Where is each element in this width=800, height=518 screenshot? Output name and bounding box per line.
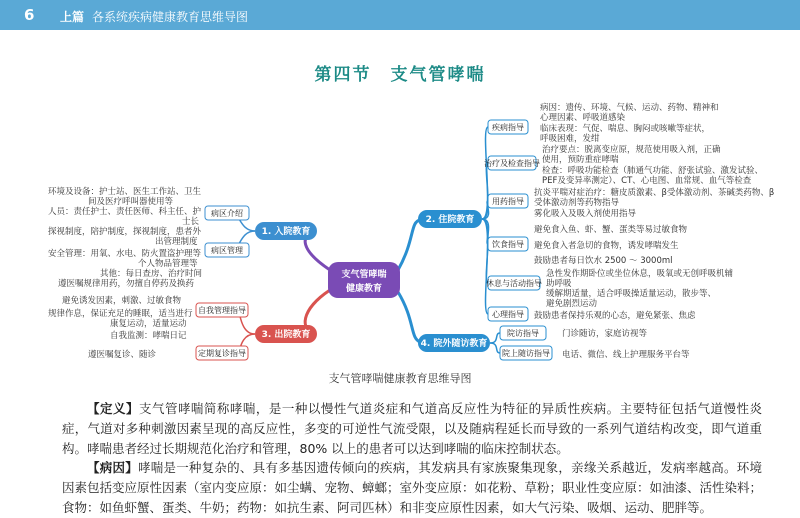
definition-paragraph — [62, 399, 762, 459]
center-line-1: 支气管哮喘 — [341, 270, 387, 280]
svg-text:急性发作期卧位或坐位休息，吸氧或无创呼吸机辅: 急性发作期卧位或坐位休息，吸氧或无创呼吸机辅 — [546, 269, 734, 279]
svg-text:病因：遗传、环境、气候、运动、药物、精神和: 病因：遗传、环境、气候、运动、药物、精神和 — [540, 103, 719, 113]
svg-text:抗炎平喘对症治疗：糖皮质激素、β受体激动剂、茶碱类药物、β: 抗炎平喘对症治疗：糖皮质激素、β受体激动剂、茶碱类药物、β — [534, 188, 775, 198]
svg-text:使用，预防重症哮喘: 使用，预防重症哮喘 — [542, 155, 619, 165]
svg-text:规律作息，保证充足的睡眠，适当进行: 规律作息，保证充足的睡眠，适当进行 — [48, 309, 193, 319]
svg-text:心理因素、呼吸道感染: 心理因素、呼吸道感染 — [540, 113, 626, 123]
b3-box-2-label: 定期复诊指导 — [198, 349, 246, 358]
b4-box-1-detail: 门诊随访，家庭访视等 — [562, 329, 648, 339]
figure-caption: 支气管哮喘健康教育思维导图 — [328, 372, 472, 385]
svg-text:探视制度，陪护制度，探视制度，患者外: 探视制度，陪护制度，探视制度，患者外 — [48, 227, 202, 237]
b2-box-3-label: 用药指导 — [492, 197, 524, 206]
svg-text:避免食入者急切的食物，诱发哮喘发生: 避免食入者急切的食物，诱发哮喘发生 — [534, 241, 679, 251]
svg-text:避免食入鱼、虾、蟹、蛋类等易过敏食物: 避免食入鱼、虾、蟹、蛋类等易过敏食物 — [534, 225, 688, 235]
b2-box-3-details — [534, 187, 774, 219]
b4-box-1-label: 院访指导 — [507, 329, 539, 338]
etiology-tag: 【病因】 — [87, 460, 138, 475]
definition-tag: 【定义】 — [87, 401, 139, 416]
svg-text:遵医嘱复诊、随诊: 遵医嘱复诊、随诊 — [88, 350, 157, 360]
b1-box-1-label: 病区介绍 — [211, 209, 243, 218]
center-line-2: 健康教育 — [345, 284, 383, 294]
section-title: 第四节 支气管哮喘 — [314, 65, 486, 85]
b3-box-1-details — [48, 278, 195, 341]
etiology-text: 哮喘是一种复杂的、具有多基因遗传倾向的疾病，其发病具有家族聚集现象，亲缘关系越近，发病率越高。环境因素包括变应原性因素（室内变应原：如尘螨、宠物、蟑螂；室外变应原：如花粉、草粉；职业性变应原：如油漆、活性染料；食物：如鱼虾蟹、蛋类、牛奶；药物：如抗生素、阿司匹林）和非变应原性因素，如大气污染、吸烟、运动、肥胖等。 — [62, 460, 763, 515]
svg-text:避免剧烈运动: 避免剧烈运动 — [546, 299, 598, 309]
svg-text:遵医嘱规律用药，勿擅自停药及换药: 遵医嘱规律用药，勿擅自停药及换药 — [58, 279, 195, 289]
svg-text:呼吸困难，发绀: 呼吸困难，发绀 — [540, 134, 600, 144]
header-part-title: 各系统疾病健康教育思维导图 — [92, 10, 249, 24]
b2-box-5-details — [546, 268, 734, 309]
svg-text:鼓励患者每日饮水 2500 ～ 3000ml: 鼓励患者每日饮水 2500 ～ 3000ml — [534, 256, 673, 266]
svg-text:环境及设备：护士站、医生工作站、卫生: 环境及设备：护士站、医生工作站、卫生 — [48, 187, 202, 197]
branch-label-4: 4. 院外随访教育 — [420, 339, 488, 349]
b2-box-4-label: 饮食指导 — [492, 240, 524, 249]
svg-text:缓解期适量，适合呼吸操适量运动，散步等、: 缓解期适量，适合呼吸操适量运动，散步等、 — [546, 289, 717, 299]
svg-text:康复运动，适量运动: 康复运动，适量运动 — [110, 319, 187, 329]
svg-text:个人物品管理等: 个人物品管理等 — [138, 259, 198, 269]
b3-box-2-details — [88, 349, 157, 360]
b4-box-2-detail: 电话、微信、线上护理服务平台等 — [562, 350, 690, 360]
svg-text:避免诱发因素，刺激、过敏食物: 避免诱发因素，刺激、过敏食物 — [62, 296, 182, 306]
b1-box-2-label: 病区管理 — [211, 246, 243, 255]
page-number: 6 — [24, 6, 35, 24]
b2-box-2-details — [542, 144, 763, 186]
b2-box-2-label: 治疗及检查指导 — [484, 159, 540, 168]
b2-box-6-details — [534, 310, 696, 321]
b2-box-5-label: 休息与活动指导 — [486, 279, 542, 288]
svg-text:出管理制度: 出管理制度 — [155, 237, 198, 247]
svg-text:助呼吸: 助呼吸 — [546, 279, 572, 289]
branch-label-2: 2. 住院教育 — [425, 215, 475, 225]
b2-box-1-details — [540, 102, 719, 144]
svg-text:安全管理：用氧、水电、防火置盗护理等: 安全管理：用氧、水电、防火置盗护理等 — [48, 249, 202, 259]
b4-box-2-label: 院上随访指导 — [502, 349, 550, 358]
b3-box-1-label: 自我管理指导 — [198, 306, 246, 315]
svg-text:士长: 士长 — [182, 217, 200, 227]
svg-text:PEF及变异率测定）、CT、心电图、血常规、血气等检查: PEF及变异率测定）、CT、心电图、血常规、血气等检查 — [542, 176, 752, 186]
svg-text:临床表现：气促、喘息、胸闷或咳嗽等症状，: 临床表现：气促、喘息、胸闷或咳嗽等症状， — [540, 124, 711, 134]
b2-box-1-label: 疾病指导 — [492, 123, 524, 132]
svg-text:受体激动剂等药物指导: 受体激动剂等药物指导 — [534, 198, 620, 208]
etiology-paragraph — [62, 458, 762, 518]
svg-text:检查：呼吸功能检查（肺通气功能、舒张试验、激发试验、: 检查：呼吸功能检查（肺通气功能、舒张试验、激发试验、 — [542, 166, 764, 176]
definition-text: 支气管哮喘简称哮喘，是一种以慢性气道炎症和气道高反应性为特征的异质性疾病。主要特征包括气道慢性炎症，气道对多种刺激因素呈现的高反应性，多变的可逆性气流受限，以及随病程延长而导致的一系列气道结构改变，即气道重构。哮喘患者经过长期规范化治疗和管理，80% 以上的患者可以达到哮喘的临床控制状态。 — [62, 401, 762, 456]
b2-box-6-label: 心理指导 — [492, 310, 524, 319]
b1-box-1-details — [48, 186, 202, 227]
svg-text:间及医疗呼叫器使用等: 间及医疗呼叫器使用等 — [88, 197, 174, 207]
header-part: 上篇 — [60, 10, 85, 24]
svg-text:自我监测：哮喘日记: 自我监测：哮喘日记 — [110, 331, 187, 341]
branch-label-1: 1. 入院教育 — [261, 227, 311, 237]
svg-text:人员：责任护士、责任医师、科主任、护: 人员：责任护士、责任医师、科主任、护 — [48, 207, 202, 217]
b1-box-2-details — [48, 226, 202, 279]
svg-text:其他：每日查房、治疗时间: 其他：每日查房、治疗时间 — [100, 269, 203, 279]
svg-text:鼓励患者保持乐观的心态，避免紧张、焦虑: 鼓励患者保持乐观的心态，避免紧张、焦虑 — [534, 311, 696, 321]
svg-text:治疗要点：脱离变应原，规范使用吸入剂，正确: 治疗要点：脱离变应原，规范使用吸入剂，正确 — [542, 145, 721, 155]
svg-text:雾化吸入及吸入剂使用指导: 雾化吸入及吸入剂使用指导 — [534, 209, 637, 219]
branch-label-3: 3. 出院教育 — [261, 330, 311, 340]
b2-box-4-details — [534, 224, 688, 266]
